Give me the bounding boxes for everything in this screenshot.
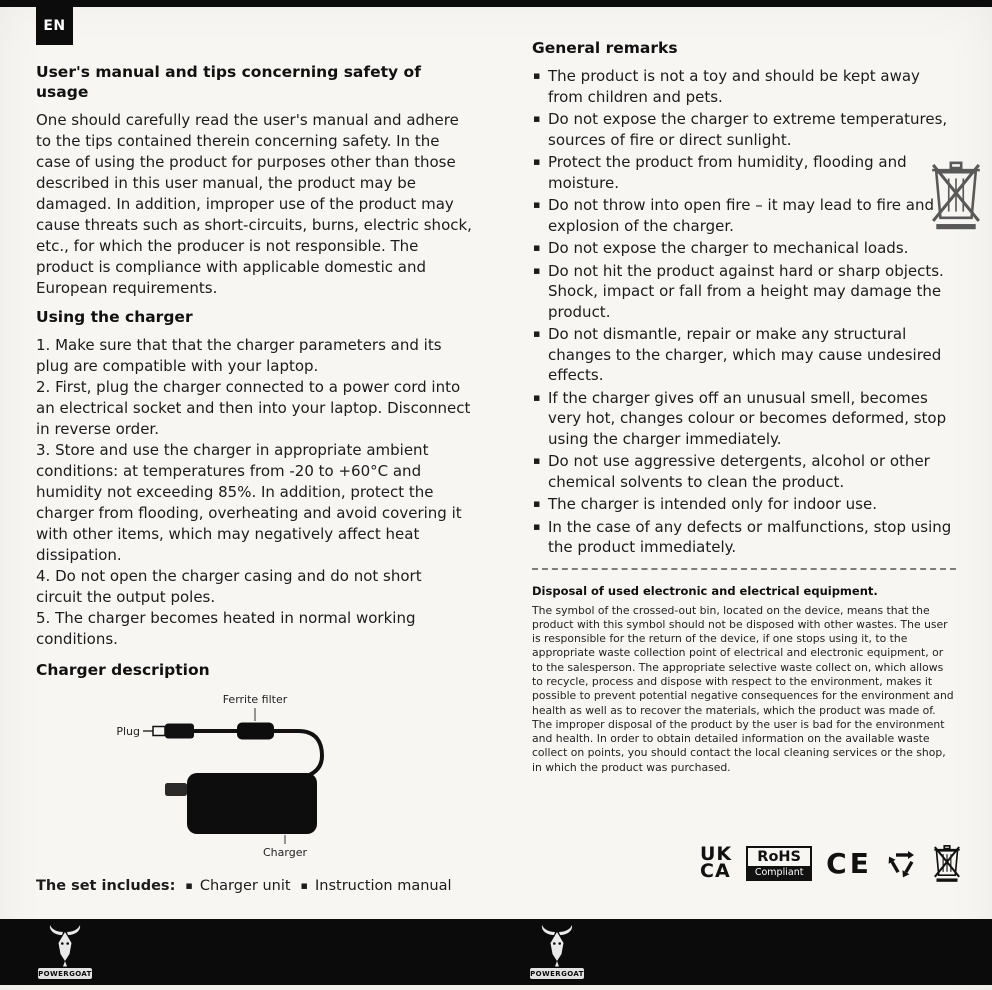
remark-item: ▪ The charger is intended only for indoor use.	[532, 494, 956, 515]
remark-item: ▪ Do not dismantle, repair or make any structural changes to the charger, which may cause undesired effects.	[532, 324, 956, 386]
ferrite-filter-label: Ferrite filter	[222, 693, 288, 706]
plug-label: Plug	[116, 725, 140, 738]
set-includes-item: ▪ Instruction manual	[301, 878, 452, 894]
charger-brick-icon	[187, 773, 317, 834]
language-badge-label: EN	[43, 18, 66, 34]
rohs-mark	[746, 846, 812, 881]
safety-heading: User's manual and tips concerning safety of usage	[36, 63, 421, 101]
dashed-divider	[532, 568, 956, 570]
set-includes-label: The set includes:	[36, 878, 176, 894]
left-column	[36, 62, 472, 894]
ferrite-filter-icon	[237, 723, 274, 740]
safety-paragraph: One should carefully read the user's manual and adhere to the tips contained therein concerning safety. In the case of using the product for purposes other than those described in this user manual, the product may be damaged. In addition, improper use of the product may cause threats such as short-circuits, burns, electric shock, etc., for which the producer is not responsible. The product is compliance with applicable domestic and European requirements.	[36, 111, 472, 297]
weee-bin-icon	[928, 136, 984, 254]
disposal-paragraph: The symbol of the crossed-out bin, located on the device, means that the product with this symbol should not be disposed with other wastes. The user is responsible for the return of the device, if one stops using it, to the appropriate waste collection point of electrical and electronic equipment, or to the salesperson. The appropriate selective waste collect on, which allows to recycle, process and dispose with respect to the environment, makes it possible to prevent potential negative consequences for the environment and health as well as to recover the materials, which the product was made of. The improper disposal of the product by the user is bad for the environment and health. In order to obtain detailed information on the available waste collect on points, you should contact the local cleaning services or the shop, in which the product was purchased.	[532, 603, 954, 774]
step-item: 5. The charger becomes heated in normal working conditions.	[36, 609, 416, 648]
ce-mark: CE	[826, 846, 872, 880]
footer-bar	[0, 919, 992, 985]
compliance-marks	[700, 842, 962, 884]
ukca-mark	[700, 843, 733, 882]
using-charger-steps	[36, 335, 472, 650]
remark-item: ▪ Do not hit the product against hard or sharp objects. Shock, impact or fall from a height may damage the product.	[532, 261, 956, 323]
remark-item: ▪ The product is not a toy and should be kept away from children and pets.	[532, 66, 956, 107]
general-remarks-heading: General remarks	[532, 39, 678, 57]
remark-item: ▪ Do not use aggressive detergents, alcohol or other chemical solvents to clean the product.	[532, 451, 956, 492]
right-column	[532, 38, 956, 775]
recycle-icon	[886, 847, 918, 879]
brand-name: POWERGOAT	[530, 970, 584, 979]
plug-body-icon	[165, 724, 194, 739]
step-item: 3. Store and use the charger in appropriate ambient conditions: at temperatures from -20 to +60°C and humidity not exceeding 85%. In addition, protect the charger from flooding, overheating and avoid covering it with other items, which may negatively affect heat dissipation.	[36, 441, 462, 564]
brand-name: POWERGOAT	[38, 970, 92, 979]
remark-item: ▪ Do not expose the charger to mechanical loads.	[532, 238, 956, 259]
remark-item: ▪ If the charger gives off an unusual smell, becomes very hot, changes colour or becomes deformed, stop using the charger immediately.	[532, 388, 956, 450]
charger-diagram-illustration	[36, 688, 436, 870]
dc-connector-icon	[165, 783, 187, 796]
goat-head-icon	[542, 925, 572, 967]
rohs-compliant-label: Compliant	[748, 866, 810, 879]
step-item: 2. First, plug the charger connected to a power cord into an electrical socket and then into your laptop. Disconnect in reverse order.	[36, 378, 471, 438]
general-remarks-list	[532, 66, 956, 558]
language-badge	[36, 7, 73, 45]
remark-item: ▪ Do not throw into open fire – it may lead to fire and explosion of the charger.	[532, 195, 956, 236]
weee-bin-icon	[932, 842, 962, 884]
charger-description-heading: Charger description	[36, 661, 210, 679]
step-item: 4. Do not open the charger casing and do not short circuit the output poles.	[36, 567, 422, 606]
top-border-bar	[0, 0, 992, 7]
rohs-label: RoHS	[757, 848, 802, 865]
set-includes-item: ▪ Charger unit	[185, 878, 290, 894]
step-item: 1. Make sure that that the charger parameters and its plug are compatible with your laptop.	[36, 336, 442, 375]
charger-label: Charger	[263, 846, 307, 859]
plug-tip-icon	[153, 727, 165, 736]
ukca-line2: CA	[700, 860, 731, 882]
using-charger-heading: Using the charger	[36, 308, 193, 326]
powergoat-logo	[36, 923, 94, 981]
remark-item: ▪ Do not expose the charger to extreme temperatures, sources of fire or direct sunlight.	[532, 109, 956, 150]
charger-diagram	[36, 688, 472, 870]
goat-head-icon	[50, 925, 80, 967]
remark-item: ▪ Protect the product from humidity, flooding and moisture.	[532, 152, 956, 193]
powergoat-logo	[528, 923, 586, 981]
disposal-heading: Disposal of used electronic and electrical equipment.	[532, 583, 878, 598]
remark-item: ▪ In the case of any defects or malfunctions, stop using the product immediately.	[532, 517, 956, 558]
set-includes-line	[36, 878, 472, 894]
ukca-line1: UK	[700, 843, 733, 865]
